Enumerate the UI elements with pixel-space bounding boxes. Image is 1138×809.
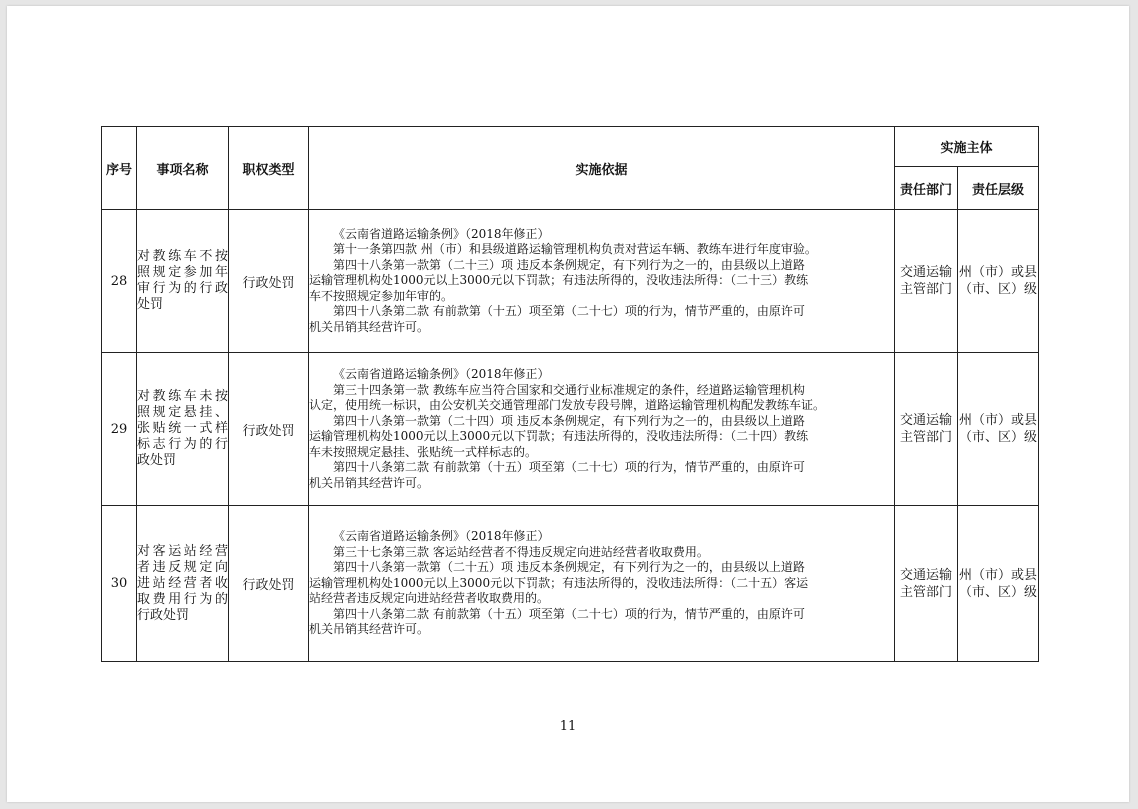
row-number: 28 [102,210,137,353]
responsible-level: 州（市）或县 （市、区）级 [958,506,1039,662]
table-row [102,210,1039,353]
item-name: 对客运站经营 者违反规定向 进站经营者收 取费用行为的 行政处罚 [137,506,229,662]
responsible-level: 州（市）或县 （市、区）级 [958,353,1039,506]
power-type: 行政处罚 [229,506,309,662]
implementation-basis: 《云南省道路运输条例》（2018年修正） 第三十四条第一款 教练车应当符合国家和交通行业标准规定的条件，经道路运输管理机构 认定，使用统一标识，由公安机关交通管理部门发放专段号牌，道路运输管理机构配发教练车证。 第四十八条第一款第（二十四）项 违反本条例规定，有下列行为之一的，由县级以上道路 运输管理机构处1000元以上3000元以下罚款；有违法所得的，没收违法所得：（二十四）教练 车未按照规定悬挂、张贴统一式样标志的。 第四十八条第二款 有前款第（十五）项至第（二十七）项的行为，情节严重的，由原许可 机关吊销其经营许可。 [309,353,895,506]
responsible-level: 州（市）或县 （市、区）级 [958,210,1039,353]
header-power-type: 职权类型 [229,127,309,210]
row-number: 30 [102,506,137,662]
header-seq: 序号 [102,127,137,210]
header-item-name: 事项名称 [137,127,229,210]
page-number: 11 [559,719,577,734]
implementation-basis: 《云南省道路运输条例》（2018年修正） 第三十七条第三款 客运站经营者不得违反规定向进站经营者收取费用。 第四十八条第一款第（二十五）项 违反本条例规定，有下列行为之一的，由县级以上道路 运输管理机构处1000元以上3000元以下罚款；有违法所得的，没收违法所得：（二十五）客运 站经营者违反规定向进站经营者收取费用的。 第四十八条第二款 有前款第（十五）项至第（二十七）项的行为，情节严重的，由原许可 机关吊销其经营许可。 [309,506,895,662]
row-number: 29 [102,353,137,506]
power-type: 行政处罚 [229,353,309,506]
responsible-department: 交通运输 主管部门 [895,210,958,353]
table-row [102,353,1039,506]
implementation-basis: 《云南省道路运输条例》（2018年修正） 第十一条第四款 州（市）和县级道路运输管理机构负责对营运车辆、教练车进行年度审验。 第四十八条第一款第（二十三）项 违反本条例规定，有下列行为之一的，由县级以上道路 运输管理机构处1000元以上3000元以下罚款；有违法所得的，没收违法所得：（二十三）教练 车不按照规定参加年审的。 第四十八条第二款 有前款第（十五）项至第（二十七）项的行为，情节严重的，由原许可 机关吊销其经营许可。 [309,210,895,353]
document-page [7,6,1129,802]
table-header-row [102,127,1039,167]
responsible-department: 交通运输 主管部门 [895,506,958,662]
header-subject: 实施主体 [895,127,1039,167]
power-type: 行政处罚 [229,210,309,353]
item-name: 对教练车未按 照规定悬挂、 张贴统一式样 标志行为的行 政处罚 [137,353,229,506]
header-basis: 实施依据 [309,127,895,210]
item-name: 对教练车不按 照规定参加年 审行为的行政 处罚 [137,210,229,353]
table-row [102,506,1039,662]
header-level: 责任层级 [958,167,1039,210]
responsibility-table [101,126,1039,662]
header-dept: 责任部门 [895,167,958,210]
responsible-department: 交通运输 主管部门 [895,353,958,506]
